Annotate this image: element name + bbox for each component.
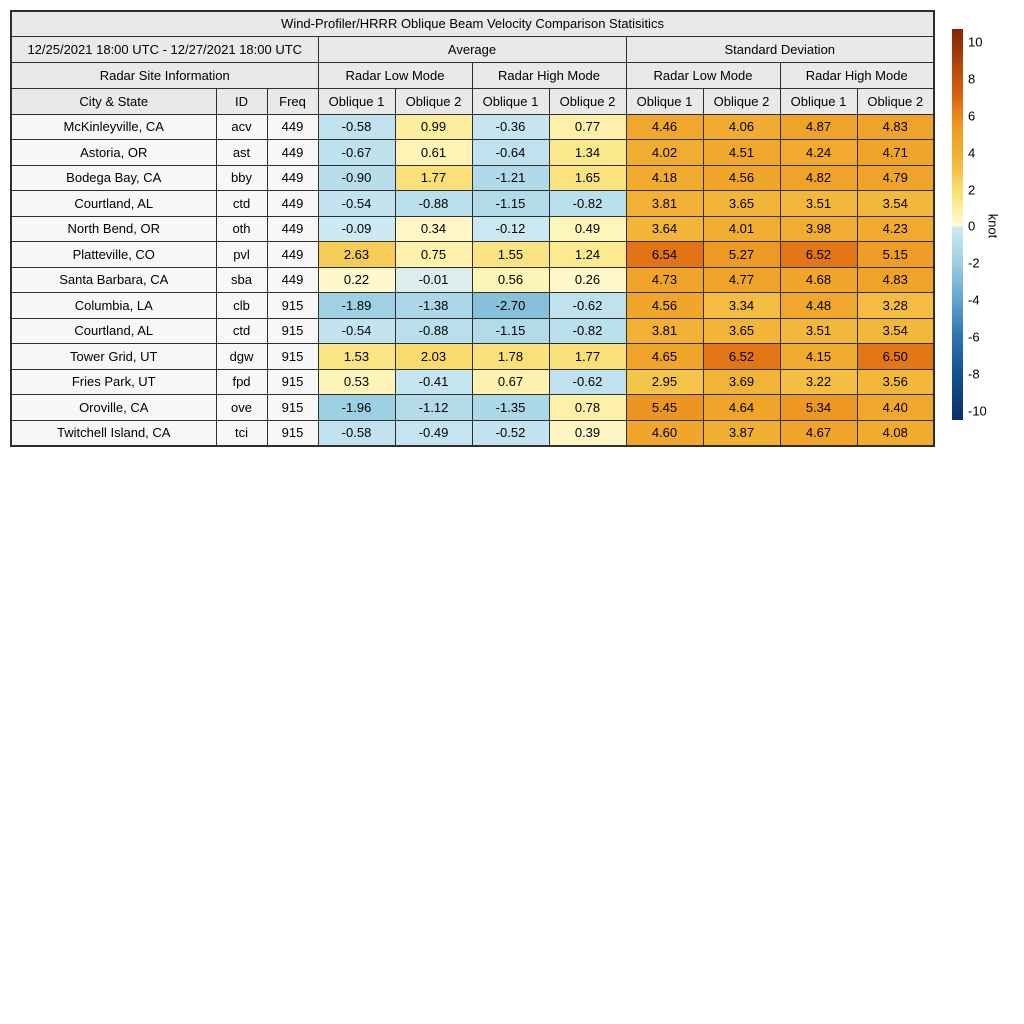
value-cell: 4.56 <box>703 165 780 191</box>
value-cell: 4.23 <box>857 216 934 242</box>
value-cell: -0.88 <box>395 318 472 344</box>
std-high-mode-header: Radar High Mode <box>780 62 934 88</box>
site-id-cell: bby <box>216 165 267 191</box>
value-cell: 3.98 <box>780 216 857 242</box>
colorbar <box>952 29 963 420</box>
value-cell: -0.54 <box>318 191 395 217</box>
table-title: Wind-Profiler/HRRR Oblique Beam Velocity Comparison Statisitics <box>11 11 934 36</box>
value-cell: 0.77 <box>549 114 626 140</box>
value-cell: 4.77 <box>703 267 780 293</box>
city-cell: Bodega Bay, CA <box>11 165 216 191</box>
site-id-cell: acv <box>216 114 267 140</box>
value-cell: 3.56 <box>857 369 934 395</box>
table-row <box>11 395 934 421</box>
value-cell: -2.70 <box>472 293 549 319</box>
value-cell: 4.71 <box>857 140 934 166</box>
value-cell: -0.54 <box>318 318 395 344</box>
value-cell: 5.27 <box>703 242 780 268</box>
table-row <box>11 191 934 217</box>
value-cell: 3.65 <box>703 318 780 344</box>
value-cell: 4.83 <box>857 114 934 140</box>
value-cell: 0.39 <box>549 420 626 446</box>
site-id-cell: pvl <box>216 242 267 268</box>
table-row <box>11 267 934 293</box>
value-cell: 4.51 <box>703 140 780 166</box>
value-cell: -1.35 <box>472 395 549 421</box>
value-cell: 6.52 <box>780 242 857 268</box>
table-row <box>11 216 934 242</box>
value-cell: -0.90 <box>318 165 395 191</box>
colorbar-tick-label: 6 <box>968 108 976 124</box>
value-cell: 4.24 <box>780 140 857 166</box>
value-cell: 1.53 <box>318 344 395 370</box>
value-cell: -1.15 <box>472 191 549 217</box>
site-info-header: Radar Site Information <box>11 62 318 88</box>
value-cell: 1.55 <box>472 242 549 268</box>
city-cell: Courtland, AL <box>11 191 216 217</box>
value-cell: 0.56 <box>472 267 549 293</box>
value-cell: 0.26 <box>549 267 626 293</box>
colorbar-tick-label: 0 <box>968 218 976 234</box>
avg-high-mode-header: Radar High Mode <box>472 62 626 88</box>
city-cell: North Bend, OR <box>11 216 216 242</box>
value-cell: -0.64 <box>472 140 549 166</box>
value-cell: 1.24 <box>549 242 626 268</box>
colorbar-tick-label: 10 <box>968 34 983 50</box>
value-cell: 4.02 <box>626 140 703 166</box>
value-cell: 6.50 <box>857 344 934 370</box>
value-cell: 4.60 <box>626 420 703 446</box>
freq-cell: 449 <box>267 140 318 166</box>
value-cell: 0.75 <box>395 242 472 268</box>
value-cell: -0.82 <box>549 191 626 217</box>
avg-low-mode-header: Radar Low Mode <box>318 62 472 88</box>
value-cell: -0.67 <box>318 140 395 166</box>
city-cell: Twitchell Island, CA <box>11 420 216 446</box>
col-header-oblique1: Oblique 1 <box>318 88 395 114</box>
value-cell: 4.64 <box>703 395 780 421</box>
value-cell: -0.49 <box>395 420 472 446</box>
freq-cell: 449 <box>267 165 318 191</box>
site-id-cell: ove <box>216 395 267 421</box>
value-cell: 1.34 <box>549 140 626 166</box>
site-id-cell: ast <box>216 140 267 166</box>
value-cell: -0.09 <box>318 216 395 242</box>
value-cell: -0.01 <box>395 267 472 293</box>
col-header-id: ID <box>216 88 267 114</box>
colorbar-tick-label: -8 <box>968 366 980 382</box>
value-cell: 1.77 <box>395 165 472 191</box>
value-cell: 0.78 <box>549 395 626 421</box>
freq-cell: 915 <box>267 395 318 421</box>
value-cell: 3.51 <box>780 318 857 344</box>
city-cell: Platteville, CO <box>11 242 216 268</box>
value-cell: 4.56 <box>626 293 703 319</box>
colorbar-unit-label: knot <box>985 213 1001 239</box>
site-id-cell: sba <box>216 267 267 293</box>
value-cell: -0.36 <box>472 114 549 140</box>
value-cell: 4.48 <box>780 293 857 319</box>
value-cell: 3.51 <box>780 191 857 217</box>
col-header-oblique2: Oblique 2 <box>549 88 626 114</box>
table-row <box>11 165 934 191</box>
value-cell: 3.22 <box>780 369 857 395</box>
col-header-oblique1: Oblique 1 <box>626 88 703 114</box>
value-cell: -0.62 <box>549 369 626 395</box>
value-cell: 6.52 <box>703 344 780 370</box>
colorbar-tick-label: 2 <box>968 182 976 197</box>
value-cell: 3.64 <box>626 216 703 242</box>
freq-cell: 915 <box>267 344 318 370</box>
value-cell: 3.81 <box>626 318 703 344</box>
stddev-group-header: Standard Deviation <box>626 36 934 62</box>
value-cell: 3.65 <box>703 191 780 217</box>
table-body <box>11 114 934 446</box>
city-cell: Courtland, AL <box>11 318 216 344</box>
value-cell: 0.53 <box>318 369 395 395</box>
city-cell: Tower Grid, UT <box>11 344 216 370</box>
col-header-oblique2: Oblique 2 <box>395 88 472 114</box>
value-cell: 3.54 <box>857 191 934 217</box>
value-cell: 2.03 <box>395 344 472 370</box>
value-cell: -1.21 <box>472 165 549 191</box>
freq-cell: 449 <box>267 191 318 217</box>
value-cell: 3.87 <box>703 420 780 446</box>
average-group-header: Average <box>318 36 626 62</box>
value-cell: -1.38 <box>395 293 472 319</box>
value-cell: 6.54 <box>626 242 703 268</box>
value-cell: 2.63 <box>318 242 395 268</box>
freq-cell: 449 <box>267 242 318 268</box>
value-cell: 3.28 <box>857 293 934 319</box>
value-cell: 4.40 <box>857 395 934 421</box>
city-cell: Oroville, CA <box>11 395 216 421</box>
table-row <box>11 344 934 370</box>
value-cell: -0.82 <box>549 318 626 344</box>
value-cell: 0.99 <box>395 114 472 140</box>
value-cell: 3.81 <box>626 191 703 217</box>
city-cell: Columbia, LA <box>11 293 216 319</box>
freq-cell: 915 <box>267 420 318 446</box>
value-cell: 5.34 <box>780 395 857 421</box>
site-id-cell: ctd <box>216 318 267 344</box>
city-cell: Astoria, OR <box>11 140 216 166</box>
city-cell: McKinleyville, CA <box>11 114 216 140</box>
value-cell: 1.77 <box>549 344 626 370</box>
table-row <box>11 293 934 319</box>
value-cell: -1.15 <box>472 318 549 344</box>
site-id-cell: fpd <box>216 369 267 395</box>
city-cell: Fries Park, UT <box>11 369 216 395</box>
value-cell: 3.54 <box>857 318 934 344</box>
value-cell: 4.18 <box>626 165 703 191</box>
col-header-city: City & State <box>11 88 216 114</box>
value-cell: -1.12 <box>395 395 472 421</box>
colorbar-tick-label: -6 <box>968 329 980 345</box>
table-row <box>11 420 934 446</box>
site-id-cell: ctd <box>216 191 267 217</box>
value-cell: -1.96 <box>318 395 395 421</box>
value-cell: 4.67 <box>780 420 857 446</box>
colorbar-tick-label: 8 <box>968 71 976 87</box>
value-cell: 4.73 <box>626 267 703 293</box>
freq-cell: 449 <box>267 216 318 242</box>
table-row <box>11 318 934 344</box>
value-cell: 4.01 <box>703 216 780 242</box>
value-cell: -0.88 <box>395 191 472 217</box>
site-id-cell: oth <box>216 216 267 242</box>
colorbar-tick-label: -4 <box>968 292 980 308</box>
value-cell: 0.22 <box>318 267 395 293</box>
col-header-oblique1: Oblique 1 <box>472 88 549 114</box>
date-range: 12/25/2021 18:00 UTC - 12/27/2021 18:00 UTC <box>11 36 318 62</box>
value-cell: 4.82 <box>780 165 857 191</box>
value-cell: 1.65 <box>549 165 626 191</box>
value-cell: 0.49 <box>549 216 626 242</box>
value-cell: -0.41 <box>395 369 472 395</box>
table-row <box>11 140 934 166</box>
table-row <box>11 114 934 140</box>
city-cell: Santa Barbara, CA <box>11 267 216 293</box>
value-cell: -0.58 <box>318 420 395 446</box>
value-cell: -1.89 <box>318 293 395 319</box>
std-low-mode-header: Radar Low Mode <box>626 62 780 88</box>
table-row <box>11 369 934 395</box>
value-cell: 4.68 <box>780 267 857 293</box>
value-cell: 4.08 <box>857 420 934 446</box>
site-id-cell: dgw <box>216 344 267 370</box>
value-cell: -0.62 <box>549 293 626 319</box>
value-cell: 2.95 <box>626 369 703 395</box>
value-cell: -0.58 <box>318 114 395 140</box>
col-header-oblique2: Oblique 2 <box>703 88 780 114</box>
freq-cell: 449 <box>267 114 318 140</box>
value-cell: 4.46 <box>626 114 703 140</box>
colorbar-tick-label: -2 <box>968 255 980 271</box>
value-cell: 3.69 <box>703 369 780 395</box>
freq-cell: 915 <box>267 293 318 319</box>
value-cell: 4.79 <box>857 165 934 191</box>
freq-cell: 915 <box>267 369 318 395</box>
value-cell: 0.61 <box>395 140 472 166</box>
value-cell: 3.34 <box>703 293 780 319</box>
value-cell: 5.15 <box>857 242 934 268</box>
value-cell: 4.87 <box>780 114 857 140</box>
value-cell: 1.78 <box>472 344 549 370</box>
value-cell: 4.15 <box>780 344 857 370</box>
value-cell: 0.34 <box>395 216 472 242</box>
colorbar-tick-label: 4 <box>968 145 976 161</box>
value-cell: 0.67 <box>472 369 549 395</box>
site-id-cell: tci <box>216 420 267 446</box>
col-header-oblique1: Oblique 1 <box>780 88 857 114</box>
value-cell: 5.45 <box>626 395 703 421</box>
value-cell: 4.06 <box>703 114 780 140</box>
site-id-cell: clb <box>216 293 267 319</box>
freq-cell: 915 <box>267 318 318 344</box>
table-row <box>11 242 934 268</box>
colorbar-tick-label: -10 <box>968 403 987 419</box>
value-cell: 4.65 <box>626 344 703 370</box>
col-header-freq: Freq <box>267 88 318 114</box>
col-header-oblique2: Oblique 2 <box>857 88 934 114</box>
value-cell: -0.12 <box>472 216 549 242</box>
comparison-table <box>10 10 935 447</box>
value-cell: -0.52 <box>472 420 549 446</box>
freq-cell: 449 <box>267 267 318 293</box>
value-cell: 4.83 <box>857 267 934 293</box>
